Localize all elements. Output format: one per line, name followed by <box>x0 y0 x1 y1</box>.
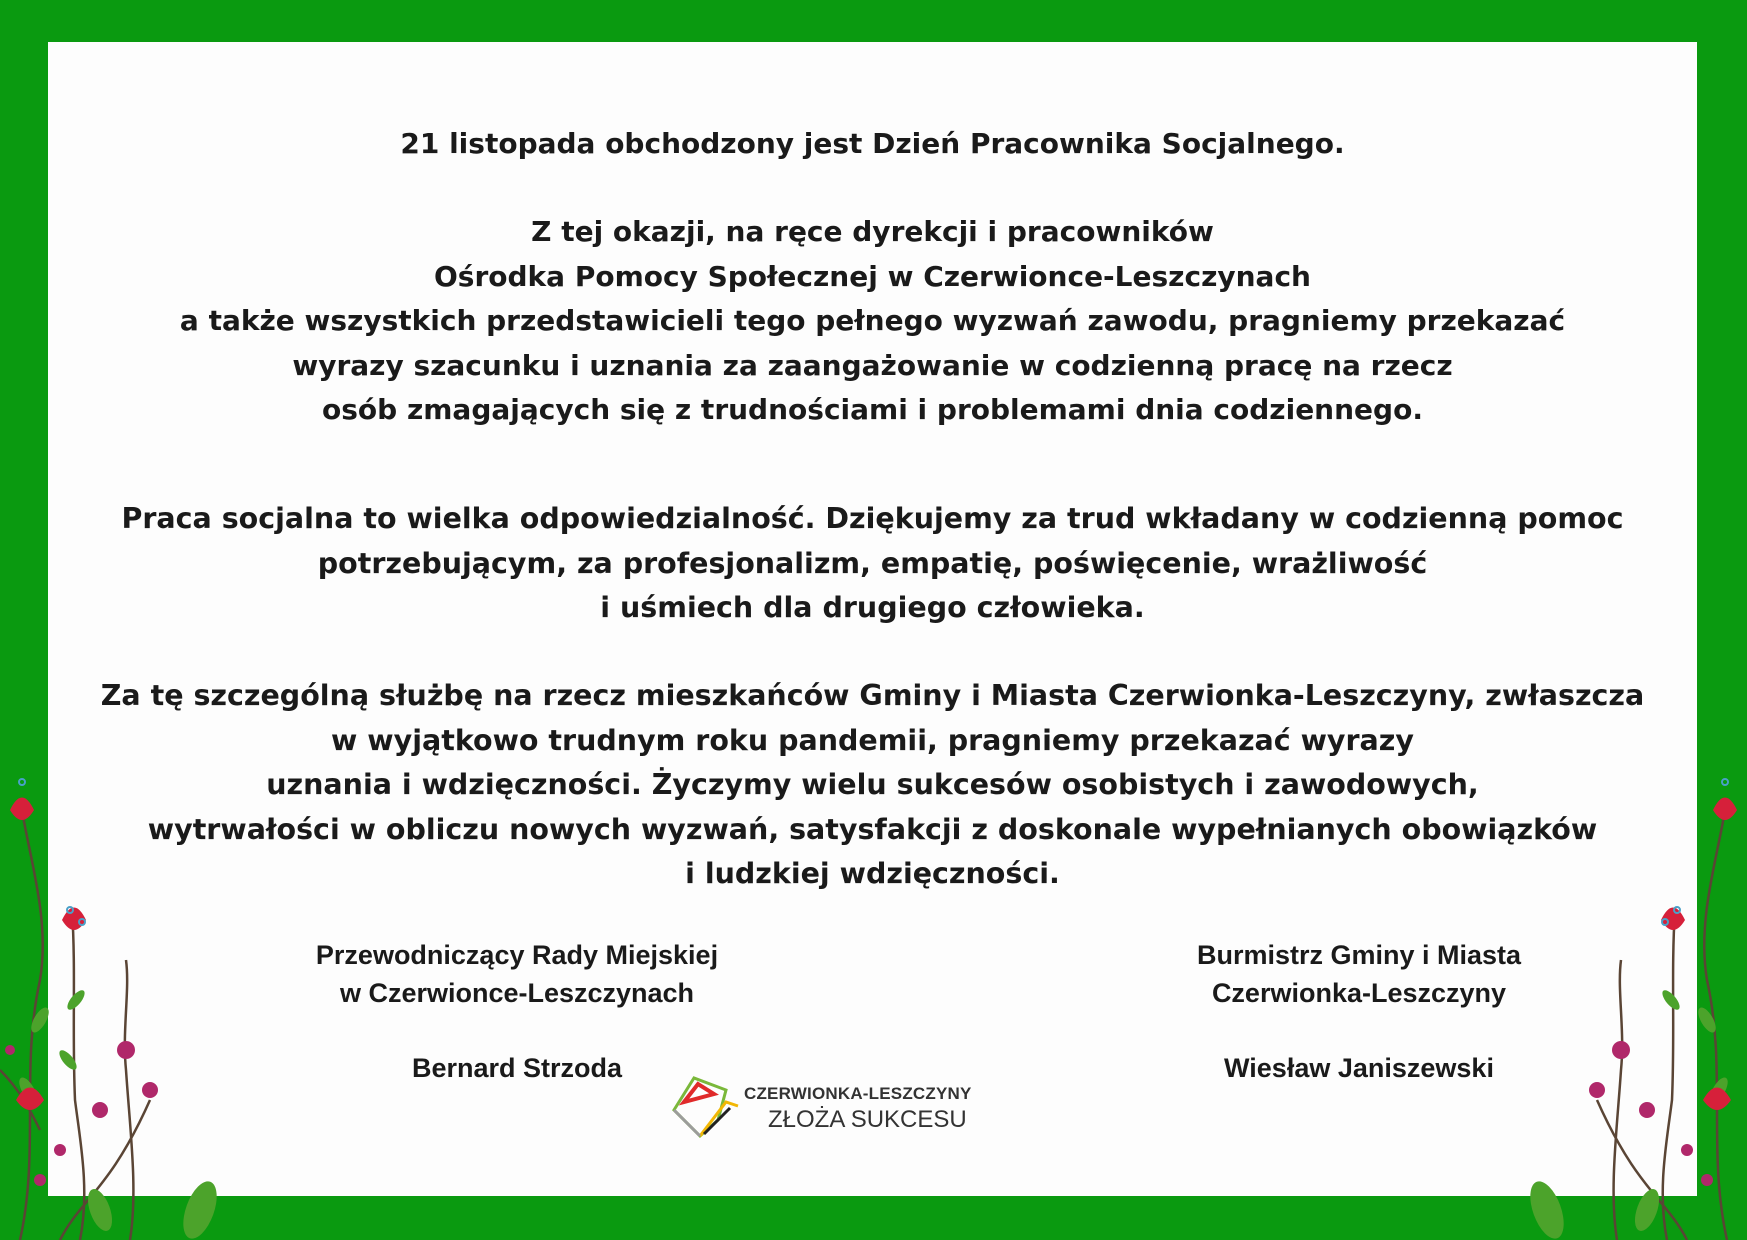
flower-decoration-left-icon <box>0 770 230 1240</box>
paragraph-line: i uśmiech dla drugiego człowieka. <box>600 591 1145 624</box>
municipality-logo <box>664 1072 1024 1142</box>
flower-decoration-right-icon <box>1517 770 1747 1240</box>
paragraph-line: Ośrodka Pomocy Społecznej w Czerwionce-Leszczynach <box>434 259 1311 293</box>
paragraph-line: Praca socjalna to wielka odpowiedzialność. Dziękujemy za trud wkładany w codzienną pomoc <box>121 502 1624 535</box>
signature-name: Bernard Strzoda <box>411 1053 623 1083</box>
intro-heading <box>48 122 1697 166</box>
signature-title-line: Przewodniczący Rady Miejskiej <box>315 940 719 970</box>
signature-title-line: w Czerwionce-Leszczynach <box>339 978 695 1008</box>
paragraph-line: wyrazy szacunku i uznania za zaangażowanie w codzienną pracę na rzecz <box>292 348 1453 382</box>
logo-name: CZERWIONKA-LESZCZYNY <box>744 1084 972 1103</box>
paragraph-line: uznania i wdzięczności. Życzymy wielu sukcesów osobistych i zawodowych, <box>266 768 1479 801</box>
paragraph-2 <box>48 497 1697 631</box>
intro-line: 21 listopada obchodzony jest Dzień Pracownika Socjalnego. <box>400 127 1345 160</box>
logo-tagline: ZŁOŻA SUKCESU <box>768 1106 967 1133</box>
paragraph-line: Za tę szczególną służbę na rzecz mieszkańców Gminy i Miasta Czerwionka-Leszczyny, zwłaszcza <box>100 679 1645 712</box>
paragraph-line: Z tej okazji, na ręce dyrekcji i pracowników <box>531 215 1214 248</box>
paragraph-line: i ludzkiej wdzięczności. <box>685 857 1060 890</box>
paragraph-line: osób zmagających się z trudnościami i problemami dnia codziennego. <box>322 393 1423 426</box>
paragraph-line: wytrwałości w obliczu nowych wyzwań, satysfakcji z doskonale wypełnianych obowiązków <box>147 812 1598 846</box>
crystal-logo-icon <box>664 1072 740 1142</box>
signature-name: Wiesław Janiszewski <box>1224 1053 1494 1083</box>
paragraph-1 <box>48 210 1697 433</box>
paragraph-3 <box>48 674 1697 897</box>
paragraph-line: w wyjątkowo trudnym roku pandemii, pragniemy przekazać wyrazy <box>331 723 1414 757</box>
paragraph-line: a także wszystkich przedstawicieli tego pełnego wyzwań zawodu, pragniemy przekazać <box>179 304 1566 337</box>
signature-title-line: Czerwionka-Leszczyny <box>1211 978 1507 1008</box>
greeting-card <box>48 42 1697 1196</box>
signature-title-line: Burmistrz Gminy i Miasta <box>1196 940 1522 970</box>
signature-left <box>257 936 777 1087</box>
paragraph-line: potrzebującym, za profesjonalizm, empatię, poświęcenie, wrażliwość <box>317 546 1428 580</box>
